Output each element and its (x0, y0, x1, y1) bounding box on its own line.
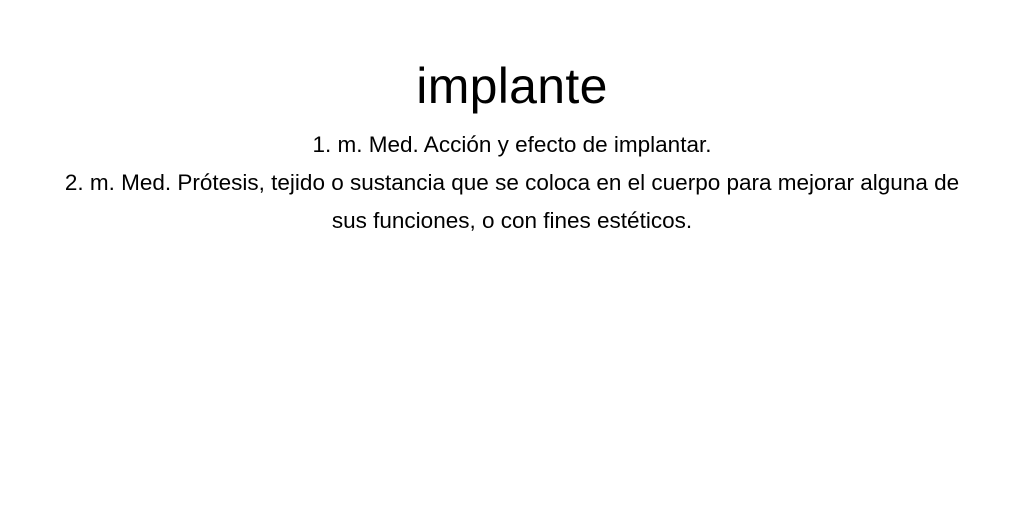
definition-1: 1. m. Med. Acción y efecto de implantar. (312, 132, 712, 157)
definition-2: 2. m. Med. Prótesis, tejido o sustancia que se coloca en el cuerpo para mejorar alguna de sus funciones, o con fines estéticos. (64, 170, 960, 233)
definition-list (50, 126, 974, 240)
headword: implante (416, 58, 608, 114)
